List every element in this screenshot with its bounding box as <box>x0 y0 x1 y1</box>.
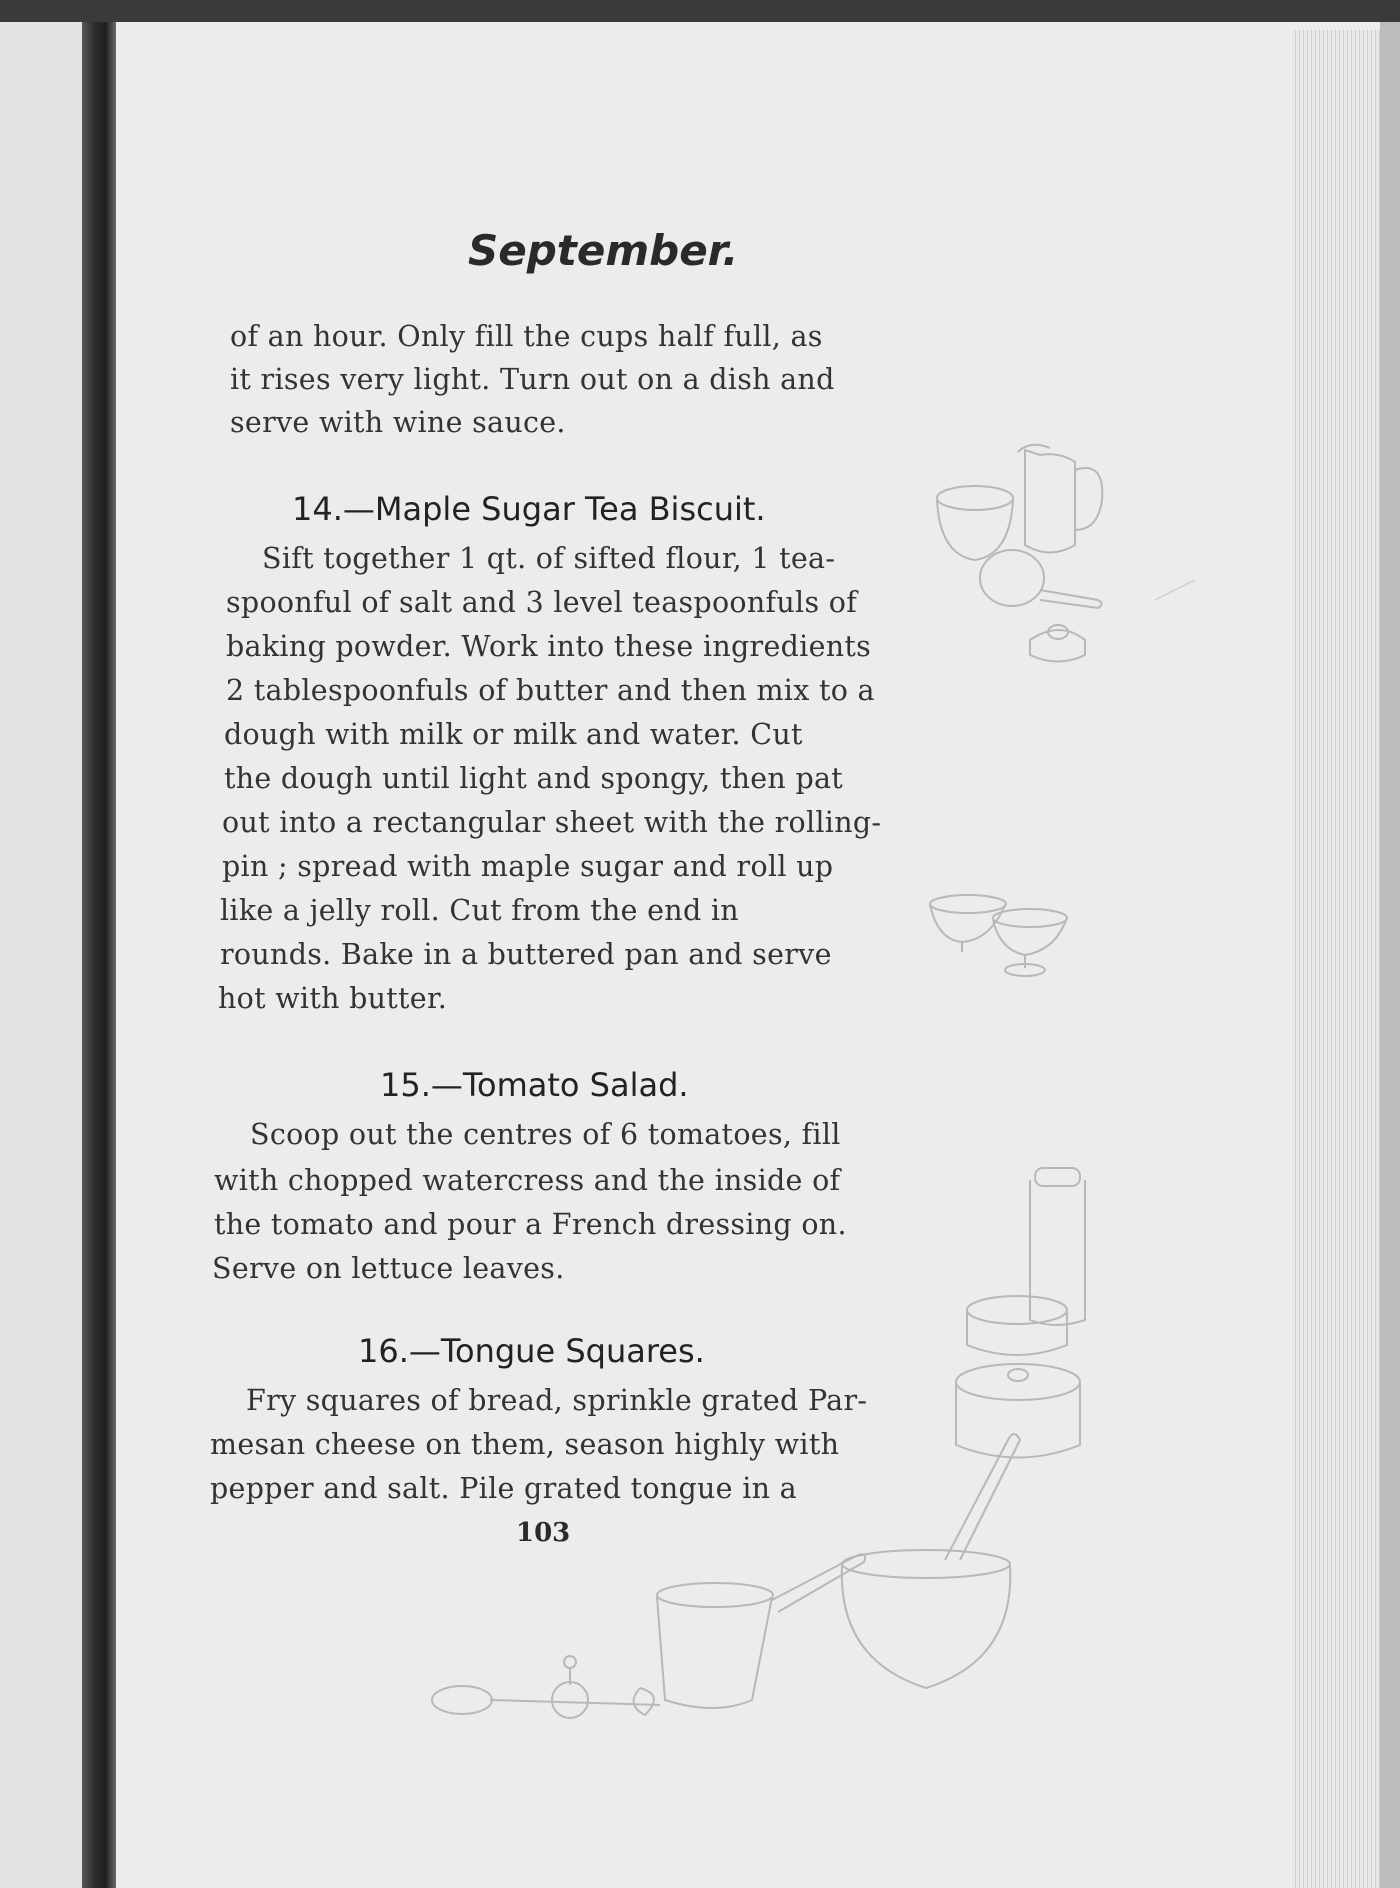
text-line: like a jelly roll. Cut from the end in <box>220 894 739 927</box>
text-line: Fry squares of bread, sprinkle grated Par- <box>246 1384 868 1417</box>
recipe-title: 15.—Tomato Salad. <box>380 1066 689 1104</box>
text-line: serve with wine sauce. <box>230 406 566 439</box>
text-line: hot with butter. <box>218 982 448 1015</box>
saucepan-illustration <box>657 1554 865 1708</box>
text-line: rounds. Bake in a buttered pan and serve <box>220 938 832 971</box>
text-line: it rises very light. Turn out on a dish and <box>230 363 835 396</box>
bowl-pitcher-illustration <box>937 445 1102 662</box>
footed-cups-illustration <box>930 895 1067 976</box>
text-line: the dough until light and spongy, then pat <box>224 762 844 795</box>
text-line: spoonful of salt and 3 level teaspoonfuls of <box>226 586 858 619</box>
text-line: pepper and salt. Pile grated tongue in a <box>210 1472 797 1505</box>
text-line: Scoop out the centres of 6 tomatoes, fill <box>250 1118 841 1151</box>
recipe-title: 16.—Tongue Squares. <box>358 1332 705 1370</box>
jar-casserole-illustration <box>956 1168 1085 1458</box>
text-line: pin ; spread with maple sugar and roll up <box>222 850 834 883</box>
running-head: September. <box>468 226 739 275</box>
text-line: out into a rectangular sheet with the rolling- <box>222 806 882 839</box>
text-line: Serve on lettuce leaves. <box>212 1252 565 1285</box>
mixing-bowl-illustration <box>842 1434 1020 1688</box>
recipe-title: 14.—Maple Sugar Tea Biscuit. <box>292 490 766 528</box>
text-line: dough with milk or milk and water. Cut <box>224 718 803 751</box>
text-line: of an hour. Only fill the cups half full, as <box>230 320 823 353</box>
egg-beater-illustration <box>432 1656 660 1718</box>
text-line: mesan cheese on them, season highly with <box>210 1428 840 1461</box>
page-number: 103 <box>516 1518 571 1548</box>
text-line: the tomato and pour a French dressing on. <box>214 1208 847 1241</box>
text-line: 2 tablespoonfuls of butter and then mix to a <box>226 674 875 707</box>
text-line: baking powder. Work into these ingredients <box>226 630 872 663</box>
text-line: with chopped watercress and the inside of <box>214 1164 841 1197</box>
text-line: Sift together 1 qt. of sifted flour, 1 tea- <box>262 542 836 575</box>
